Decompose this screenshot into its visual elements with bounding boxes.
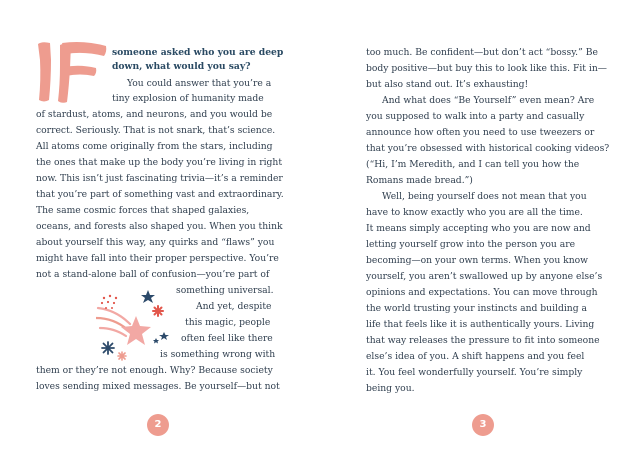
body-line: that you’re part of something vast and extraordinary. (36, 189, 284, 200)
page-number-badge: 3 (472, 414, 494, 436)
body-line: now. This isn’t just fascinating trivia—it’s a reminder (36, 173, 283, 184)
body-line: it. You feel wonderfully yourself. You’re simply (366, 367, 583, 378)
body-line: And what does “Be Yourself” even mean? Are (382, 95, 595, 106)
body-line: (“Hi, I’m Meredith, and I can tell you how the (366, 159, 580, 170)
body-line: loves sending mixed messages. Be yourself—but not (36, 381, 280, 392)
body-line: the world trusting your instincts and building a (366, 303, 587, 314)
body-line: becoming—on your own terms. When you know (366, 255, 589, 266)
body-line: life that feels like it is authentically yours. Living (366, 319, 595, 330)
body-line: You could answer that you’re a (127, 78, 272, 89)
body-line: letting yourself grow into the person you are (366, 239, 576, 250)
body-line: All atoms come originally from the stars, including (36, 141, 273, 152)
right-page (320, 0, 640, 450)
body-line: often feel like there (181, 333, 273, 344)
body-line: tiny explosion of humanity made (112, 93, 264, 104)
body-line: being you. (366, 383, 415, 394)
body-line: of stardust, atoms, and neurons, and you would be (36, 109, 273, 120)
body-line: opinions and expectations. You can move through (366, 287, 598, 298)
body-line: Well, being yourself does not mean that you (382, 191, 587, 202)
body-line: yourself, you aren’t swallowed up by anyone else’s (366, 271, 603, 282)
page-number-badge: 2 (147, 414, 169, 436)
body-line: that you’re obsessed with historical cooking videos? (366, 143, 610, 154)
body-line: that way releases the pressure to fit into someone (366, 335, 600, 346)
body-line: might have fall into their proper perspective. You’re (36, 253, 279, 264)
body-line: body positive—but buy this to look like this. Fit in— (366, 63, 607, 74)
drop-cap-illustration (36, 40, 108, 106)
body-line: Romans made bread.”) (366, 175, 473, 186)
body-line: oceans, and forests also shaped you. When you think (36, 221, 283, 232)
body-line: And yet, despite (196, 301, 272, 312)
body-line: this magic, people (185, 317, 271, 328)
body-line: not a stand-alone ball of confusion—you’re part of (36, 269, 270, 280)
body-line: but also stand out. It’s exhausting! (366, 79, 529, 90)
body-line: the ones that make up the body you’re living in right (36, 157, 283, 168)
body-line: It means simply accepting who you are now and (366, 223, 591, 234)
body-line: something universal. (176, 285, 274, 296)
body-line: too much. Be confident—but don’t act “bossy.” Be (366, 47, 598, 58)
body-line: them or they’re not enough. Why? Because society (36, 365, 273, 376)
body-line: else’s idea of you. A shift happens and you feel (366, 351, 585, 362)
body-line: you supposed to walk into a party and casually (366, 111, 585, 122)
lead-in-line: down, what would you say? (112, 61, 251, 72)
body-line: correct. Seriously. That is not snark, that’s science. (36, 125, 276, 136)
body-line: announce how often you need to use tweezers or (366, 127, 595, 138)
lead-in-line: someone asked who you are deep (112, 47, 284, 58)
starburst-decoration-icon (96, 288, 174, 366)
body-line: The same cosmic forces that shaped galaxies, (36, 205, 250, 216)
body-line: is something wrong with (160, 349, 276, 360)
body-line: about yourself this way, any quirks and “flaws” you (36, 237, 275, 248)
body-line: have to know exactly who you are all the time. (366, 207, 583, 218)
